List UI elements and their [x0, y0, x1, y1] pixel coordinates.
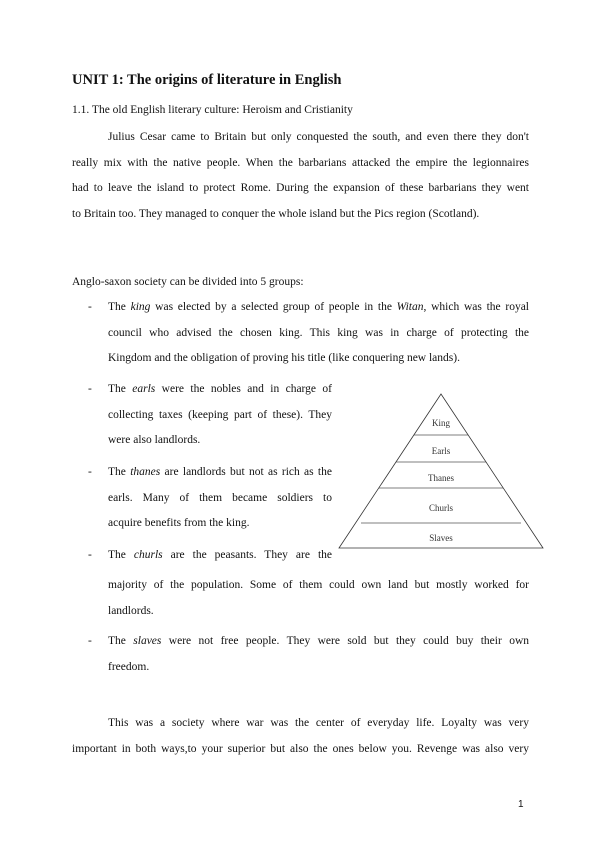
text: The — [108, 549, 134, 561]
society-pyramid — [335, 392, 547, 554]
tier-label-churls: Churls — [428, 503, 454, 513]
text: are landlords but not as rich as the — [160, 466, 332, 478]
bullet-dash: - — [88, 549, 92, 561]
term: slaves — [133, 635, 162, 647]
text: The — [108, 466, 131, 478]
term: thanes — [130, 466, 161, 478]
tier-label-earls: Earls — [431, 446, 451, 456]
closing-line: important in both ways,to your superior but also the ones below you. Revenge was also very — [72, 742, 529, 755]
intro-line: really mix with the native people. When the barbarians attacked the empire the legionnaires — [72, 156, 529, 169]
list-line — [108, 543, 332, 569]
page-number: 1 — [518, 799, 524, 810]
list-line: acquire benefits from the king. — [108, 517, 250, 529]
text: was elected by a selected group of people in the — [150, 301, 397, 313]
list-item-thanes — [108, 460, 332, 537]
list-item-slaves — [108, 629, 529, 680]
text: , which was the royal — [423, 301, 529, 313]
closing-line: This was a society where war was the center of everyday life. Loyalty was very — [108, 717, 529, 729]
bullet-dash: - — [88, 301, 92, 313]
text: were the nobles and in charge of — [155, 383, 332, 395]
list-line: were also landlords. — [108, 434, 201, 446]
intro-line: to Britain too. They managed to conquer the whole island but the Pics region (Scotland). — [72, 207, 480, 220]
intro-line: Julius Cesar came to Britain but only conquested the south, and even there they don't — [108, 131, 529, 143]
text: are the peasants. They are the — [162, 549, 332, 561]
term: Witan — [396, 301, 424, 313]
list-line: council who advised the chosen king. This king was in charge of protecting the — [108, 326, 529, 339]
text: The — [108, 383, 133, 395]
list-line — [108, 629, 529, 655]
text: The — [108, 635, 134, 647]
bullet-dash: - — [88, 383, 92, 395]
bullet-dash: - — [88, 466, 92, 478]
tier-label-slaves: Slaves — [429, 533, 453, 543]
list-item-earls — [108, 377, 332, 454]
list-item-churls-rest — [108, 573, 529, 624]
text: The — [108, 301, 131, 313]
section-title: 1.1. The old English literary culture: Heroism and Cristianity — [72, 104, 353, 116]
list-line — [108, 295, 529, 321]
groups-intro-text: Anglo-saxon society can be divided into 5 groups: — [72, 276, 304, 288]
list-line: landlords. — [108, 604, 154, 617]
list-item-king — [108, 295, 529, 372]
groups-intro — [72, 270, 529, 296]
list-line: freedom. — [108, 660, 150, 673]
list-line: earls. Many of them became soldiers to — [108, 491, 332, 504]
list-line: collecting taxes (keeping part of these). They — [108, 408, 332, 421]
text: were not free people. They were sold but they could buy their own — [161, 635, 529, 647]
intro-paragraph — [72, 125, 529, 227]
closing-paragraph — [72, 711, 529, 762]
unit-title: UNIT 1: The origins of literature in English — [72, 72, 342, 88]
list-line — [108, 377, 332, 403]
term: king — [130, 301, 151, 313]
list-line — [108, 460, 332, 486]
term: earls — [132, 383, 156, 395]
tier-label-thanes: Thanes — [428, 473, 454, 483]
term: churls — [133, 549, 163, 561]
list-line: Kingdom and the obligation of proving his title (like conquering new lands). — [108, 352, 460, 364]
bullet-dash: - — [88, 635, 92, 647]
list-item-churls-first — [108, 543, 332, 569]
intro-line: had to leave the island to protect Rome. During the expansion of these barbarians they went — [72, 182, 529, 194]
tier-label-king: King — [432, 418, 450, 428]
list-line: majority of the population. Some of them could own land but mostly worked for — [108, 579, 529, 591]
